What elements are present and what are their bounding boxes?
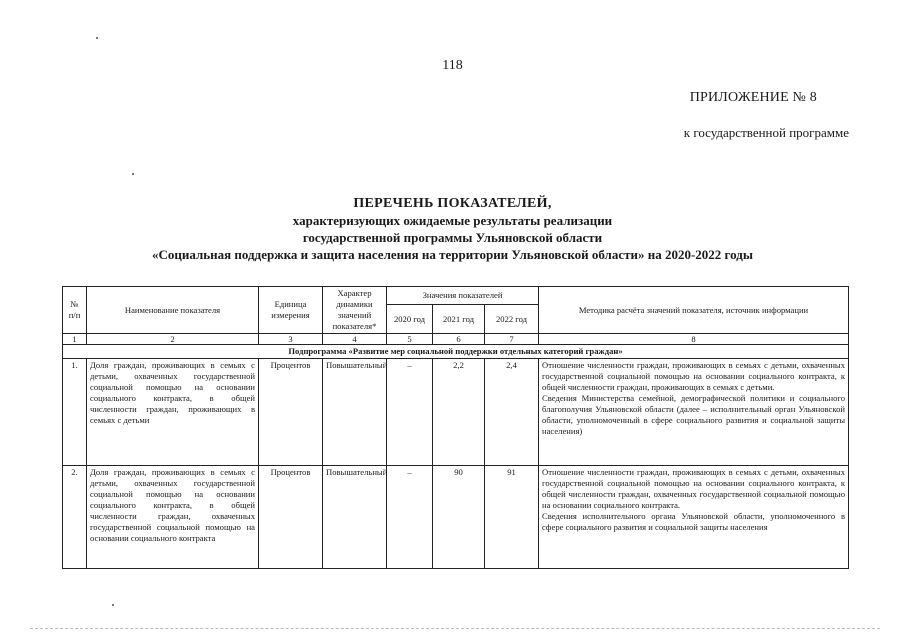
title-line-4: «Социальная поддержка и защита населения на территории Ульяновской области» на 2020-2022 годы — [152, 247, 753, 262]
column-numbers-row — [63, 334, 849, 345]
row-value-2022: 2,4 — [485, 359, 539, 466]
table-row — [63, 359, 849, 466]
row-num: 1. — [63, 359, 87, 466]
subprogram-row — [63, 345, 849, 359]
col-number: 1 — [63, 334, 87, 345]
header-character: Характер динамики значений показателя* — [323, 287, 387, 334]
row-unit: Процентов — [259, 466, 323, 569]
scan-edge-line — [30, 628, 880, 629]
row-num: 2. — [63, 466, 87, 569]
row-method: Отношение численности граждан, проживающих в семьях с детьми, охваченных государственной социальной помощью на основании социального контракта, к общей численности граждан, проживающих в семьях с детьми. Сведения Министерства семейной, демографической политики и социального благополучия Ульяновской области (далее – исполнительный орган Ульяновской области, уполномоченный в сфере социального развития и социальной защиты населения) — [539, 359, 849, 466]
scan-speck — [112, 604, 114, 606]
table-row — [63, 466, 849, 569]
header-values-group: Значения показателей — [387, 287, 539, 305]
col-number: 3 — [259, 334, 323, 345]
appendix-label: ПРИЛОЖЕНИЕ № 8 — [689, 90, 817, 105]
row-character: Повышательный — [323, 466, 387, 569]
page-number: 118 — [442, 58, 463, 73]
row-value-2020: – — [387, 359, 433, 466]
title-line-1: ПЕРЕЧЕНЬ ПОКАЗАТЕЛЕЙ, — [353, 196, 552, 211]
document-title — [0, 195, 905, 263]
col-number: 7 — [485, 334, 539, 345]
col-number: 6 — [433, 334, 485, 345]
scan-speck — [96, 37, 98, 39]
scan-speck — [132, 173, 134, 175]
header-num: № п/п — [63, 287, 87, 334]
col-number: 2 — [87, 334, 259, 345]
header-unit: Единица измерения — [259, 287, 323, 334]
row-value-2022: 91 — [485, 466, 539, 569]
title-line-2: характеризующих ожидаемые результаты реализации — [292, 213, 613, 228]
subprogram-title: Подпрограмма «Развитие мер социальной поддержки отдельных категорий граждан» — [63, 345, 849, 359]
col-number: 5 — [387, 334, 433, 345]
row-name: Доля граждан, проживающих в семьях с детьми, охваченных государственной социальной помощью на основании социального контракта, в общей численности граждан, охваченных государственной социальной помощью на основании социального контракта — [87, 466, 259, 569]
header-2020: 2020 год — [387, 305, 433, 334]
row-character: Повышательный — [323, 359, 387, 466]
header-2021: 2021 год — [433, 305, 485, 334]
table-header-row — [63, 287, 849, 305]
title-line-3: государственной программы Ульяновской области — [302, 230, 603, 245]
header-name: Наименование показателя — [87, 287, 259, 334]
indicators-table — [62, 286, 849, 569]
header-method: Методика расчёта значений показателя, источник информации — [539, 287, 849, 334]
row-name: Доля граждан, проживающих в семьях с детьми, охваченных государственной социальной помощью на основании социального контракта, в общей численности граждан, проживающих в семьях с детьми — [87, 359, 259, 466]
row-value-2021: 2,2 — [433, 359, 485, 466]
row-unit: Процентов — [259, 359, 323, 466]
header-2022: 2022 год — [485, 305, 539, 334]
row-value-2021: 90 — [433, 466, 485, 569]
col-number: 4 — [323, 334, 387, 345]
row-value-2020: – — [387, 466, 433, 569]
col-number: 8 — [539, 334, 849, 345]
appendix-subtitle: к государственной программе — [683, 125, 849, 140]
row-method: Отношение численности граждан, проживающих в семьях с детьми, охваченных государственной социальной помощью на основании социального контракта, к общей численности граждан, охваченных государственной социальной помощью на основании социального контракта. Сведения исполнительного органа Ульяновской области, уполномоченного в сфере социального развития и социальной защиты населения — [539, 466, 849, 569]
